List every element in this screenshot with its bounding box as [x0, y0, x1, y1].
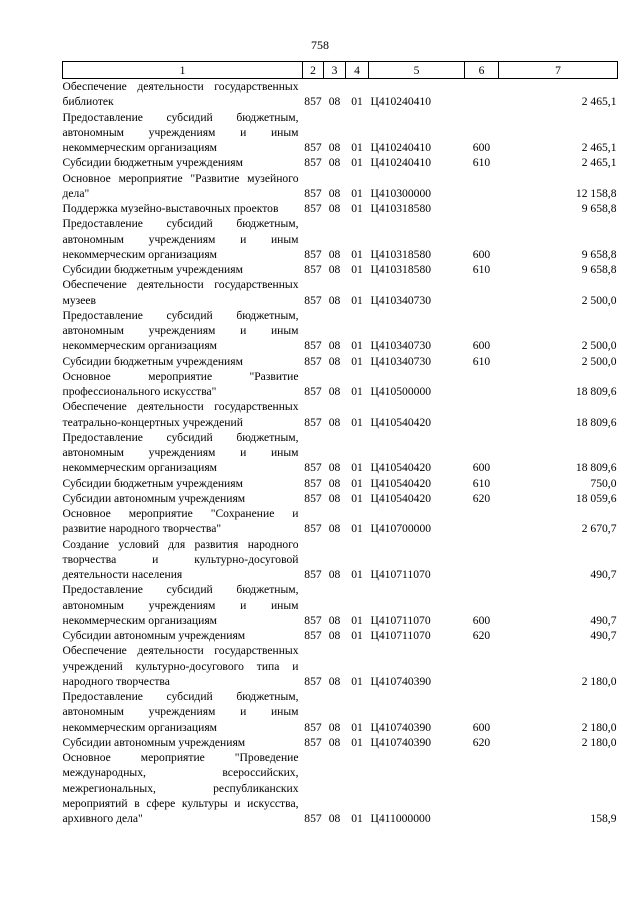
- row-subsection: 01: [351, 461, 363, 475]
- row-section: 08: [328, 476, 341, 490]
- row-section: 08: [328, 720, 341, 734]
- row-section: 08: [328, 415, 341, 429]
- row-section: 08: [328, 293, 341, 307]
- row-expense-type: [465, 399, 499, 430]
- column-header-7: 7: [499, 62, 618, 79]
- row-section: 08: [328, 674, 341, 688]
- row-description: Основное мероприятие "Проведение международных, всероссийских, межрегиональных, республиканских мероприятий в сфере культуры и искусства, архивного дела": [62, 751, 299, 825]
- row-amount: 490,7: [590, 568, 617, 581]
- row-target-article: Ц410700000: [370, 522, 432, 536]
- row-expense-type: 620: [472, 629, 491, 642]
- row-amount: 9 658,8: [581, 247, 617, 261]
- row-target-article: Ц410540420: [370, 415, 432, 429]
- row-target-article: Ц410240410: [370, 141, 432, 154]
- row-amount: 2 500,0: [581, 354, 617, 368]
- row-expense-type: 610: [472, 476, 491, 490]
- row-expense-type: [465, 201, 499, 216]
- table-body: [63, 79, 618, 827]
- row-section: 08: [328, 491, 341, 505]
- row-admin-code: 857: [304, 568, 322, 581]
- header-row: [63, 62, 618, 79]
- row-subsection: 01: [351, 263, 363, 276]
- row-target-article: Ц410711070: [370, 629, 431, 642]
- row-target-article: Ц410711070: [370, 568, 431, 581]
- table-row: [63, 506, 618, 537]
- row-subsection: 01: [351, 202, 363, 215]
- row-expense-type: 610: [472, 263, 491, 276]
- table-row: [63, 201, 618, 216]
- row-expense-type: 620: [472, 491, 491, 505]
- row-amount: 750,0: [590, 476, 617, 490]
- table-header: [63, 62, 618, 79]
- table-row: [63, 430, 618, 476]
- row-description: Предоставление субсидий бюджетным, автономным учреждениям и иным некоммерческим организациям: [62, 110, 299, 154]
- row-admin-code: 857: [304, 156, 322, 170]
- row-expense-type: [465, 79, 499, 110]
- row-section: 08: [328, 156, 341, 170]
- row-section: 08: [328, 568, 341, 581]
- table-row: [63, 110, 618, 156]
- row-expense-type: [465, 537, 499, 583]
- row-description: Создание условий для развития народного творчества и культурно-досуговой деятельности населения: [62, 537, 299, 581]
- row-section: 08: [328, 461, 341, 475]
- row-description: Предоставление субсидий бюджетным, автономным учреждениям и иным некоммерческим организациям: [62, 308, 299, 353]
- row-target-article: Ц410318580: [370, 202, 432, 215]
- row-subsection: 01: [351, 141, 363, 154]
- row-amount: 9 658,8: [581, 202, 617, 215]
- row-subsection: 01: [351, 186, 363, 200]
- row-amount: 18 809,6: [575, 385, 617, 398]
- row-amount: 18 809,6: [575, 461, 617, 475]
- row-subsection: 01: [351, 613, 363, 627]
- row-section: 08: [328, 385, 341, 398]
- row-admin-code: 857: [304, 735, 322, 749]
- row-subsection: 01: [351, 629, 363, 642]
- table-row: [63, 277, 618, 308]
- table-row: [63, 399, 618, 430]
- row-amount: 2 670,7: [581, 522, 617, 536]
- row-admin-code: 857: [304, 339, 322, 353]
- row-expense-type: [465, 369, 499, 400]
- row-target-article: Ц411000000: [370, 812, 431, 825]
- row-section: 08: [328, 247, 341, 261]
- row-description: Обеспечение деятельности государственных библиотек: [62, 80, 299, 109]
- row-expense-type: [465, 750, 499, 826]
- row-expense-type: 620: [472, 735, 491, 749]
- table-row: [63, 643, 618, 689]
- table-row: [63, 308, 618, 354]
- row-admin-code: 857: [304, 613, 322, 627]
- row-amount: 2 465,1: [581, 156, 617, 170]
- row-admin-code: 857: [304, 263, 322, 276]
- row-description: Обеспечение деятельности государственных учреждений культурно-досугового типа и народного творчества: [62, 644, 299, 688]
- row-subsection: 01: [351, 415, 363, 429]
- row-target-article: Ц410340730: [370, 354, 432, 368]
- row-admin-code: 857: [304, 247, 322, 261]
- row-amount: 2 465,1: [581, 141, 617, 154]
- row-admin-code: 857: [304, 720, 322, 734]
- row-section: 08: [328, 339, 341, 353]
- table-row: [63, 689, 618, 735]
- row-subsection: 01: [351, 293, 363, 307]
- row-subsection: 01: [351, 476, 363, 490]
- table-row: [63, 354, 618, 369]
- row-admin-code: 857: [304, 674, 322, 688]
- row-subsection: 01: [351, 385, 363, 398]
- row-amount: 18 809,6: [575, 415, 617, 429]
- row-description: Субсидии бюджетным учреждениям: [62, 476, 243, 490]
- column-header-4: 4: [346, 62, 369, 79]
- row-target-article: Ц410711070: [370, 613, 431, 627]
- row-target-article: Ц410540420: [370, 461, 432, 475]
- row-target-article: Ц410340730: [370, 339, 432, 353]
- row-amount: 2 500,0: [581, 293, 617, 307]
- row-expense-type: [465, 277, 499, 308]
- row-description: Субсидии бюджетным учреждениям: [62, 354, 243, 368]
- row-admin-code: 857: [304, 354, 322, 368]
- row-subsection: 01: [351, 491, 363, 505]
- row-section: 08: [328, 522, 341, 536]
- row-admin-code: 857: [304, 476, 322, 490]
- row-target-article: Ц410300000: [370, 186, 432, 200]
- row-admin-code: 857: [304, 522, 322, 536]
- row-description: Предоставление субсидий бюджетным, автономным учреждениям и иным некоммерческим организациям: [62, 690, 299, 734]
- budget-table: [62, 61, 618, 826]
- column-header-3: 3: [324, 62, 346, 79]
- row-target-article: Ц410500000: [370, 385, 432, 398]
- row-amount: 9 658,8: [581, 263, 617, 276]
- row-amount: 2 500,0: [581, 339, 617, 353]
- table-row: [63, 735, 618, 750]
- row-admin-code: 857: [304, 491, 322, 505]
- row-description: Основное мероприятие "Развитие музейного дела": [62, 171, 299, 200]
- row-target-article: Ц410540420: [370, 491, 432, 505]
- row-subsection: 01: [351, 674, 363, 688]
- table-row: [63, 491, 618, 506]
- row-amount: 2 180,0: [581, 735, 617, 749]
- row-expense-type: [465, 643, 499, 689]
- row-admin-code: 857: [304, 415, 322, 429]
- row-expense-type: 600: [472, 247, 491, 261]
- row-section: 08: [328, 812, 341, 825]
- row-expense-type: [465, 171, 499, 202]
- row-target-article: Ц410240410: [370, 95, 432, 109]
- column-header-1: 1: [63, 62, 303, 79]
- row-target-article: Ц410740390: [370, 720, 432, 734]
- row-description: Обеспечение деятельности государственных театрально-концертных учреждений: [62, 400, 299, 429]
- row-description: Субсидии автономным учреждениям: [62, 491, 246, 505]
- table-row: [63, 476, 618, 491]
- row-admin-code: 857: [304, 461, 322, 475]
- row-section: 08: [328, 95, 341, 109]
- row-subsection: 01: [351, 95, 363, 109]
- row-description: Субсидии автономным учреждениям: [62, 629, 246, 642]
- table-row: [63, 369, 618, 400]
- table-row: [63, 79, 618, 110]
- row-section: 08: [328, 186, 341, 200]
- row-amount: 158,9: [590, 812, 617, 825]
- table-row: [63, 750, 618, 826]
- row-amount: 490,7: [590, 629, 617, 642]
- row-admin-code: 857: [304, 141, 322, 154]
- row-target-article: Ц410540420: [370, 476, 432, 490]
- row-expense-type: 600: [472, 141, 491, 154]
- row-description: Предоставление субсидий бюджетным, автономным учреждениям и иным некоммерческим организациям: [62, 583, 299, 627]
- row-subsection: 01: [351, 735, 363, 749]
- row-target-article: Ц410240410: [370, 156, 432, 170]
- row-target-article: Ц410740390: [370, 674, 432, 688]
- row-target-article: Ц410318580: [370, 247, 432, 261]
- row-admin-code: 857: [304, 385, 322, 398]
- row-subsection: 01: [351, 568, 363, 581]
- row-description: Субсидии бюджетным учреждениям: [62, 263, 243, 276]
- row-expense-type: [465, 506, 499, 537]
- row-amount: 2 180,0: [581, 720, 617, 734]
- row-subsection: 01: [351, 247, 363, 261]
- row-description: Предоставление субсидий бюджетным, автономным учреждениям и иным некоммерческим организациям: [62, 217, 299, 261]
- row-amount: 18 059,6: [575, 491, 617, 505]
- row-admin-code: 857: [304, 186, 322, 200]
- row-expense-type: 600: [472, 461, 491, 475]
- row-description: Основное мероприятие "Сохранение и развитие народного творчества": [62, 507, 299, 536]
- row-description: Предоставление субсидий бюджетным, автономным учреждениям и иным некоммерческим организациям: [62, 430, 299, 475]
- row-target-article: Ц410740390: [370, 735, 432, 749]
- row-amount: 2 180,0: [581, 674, 617, 688]
- row-section: 08: [328, 354, 341, 368]
- row-section: 08: [328, 613, 341, 627]
- row-amount: 490,7: [590, 613, 617, 627]
- row-expense-type: 600: [472, 720, 491, 734]
- page-number: 758: [311, 38, 329, 52]
- row-subsection: 01: [351, 339, 363, 353]
- row-expense-type: 600: [472, 339, 491, 353]
- row-subsection: 01: [351, 156, 363, 170]
- row-section: 08: [328, 202, 341, 215]
- column-header-5: 5: [369, 62, 465, 79]
- table-row: [63, 262, 618, 277]
- table-row: [63, 155, 618, 170]
- table-row: [63, 171, 618, 202]
- row-admin-code: 857: [304, 812, 322, 825]
- row-amount: 2 465,1: [581, 95, 617, 109]
- row-description: Основное мероприятие "Развитие профессионального искусства": [62, 369, 299, 398]
- row-subsection: 01: [351, 354, 363, 368]
- row-description: Субсидии бюджетным учреждениям: [62, 156, 243, 170]
- row-section: 08: [328, 141, 341, 154]
- column-header-6: 6: [465, 62, 499, 79]
- row-admin-code: 857: [304, 95, 322, 109]
- row-admin-code: 857: [304, 629, 322, 642]
- row-subsection: 01: [351, 812, 363, 825]
- row-subsection: 01: [351, 522, 363, 536]
- row-target-article: Ц410318580: [370, 263, 432, 276]
- row-amount: 12 158,8: [575, 186, 617, 200]
- row-admin-code: 857: [304, 293, 322, 307]
- row-section: 08: [328, 735, 341, 749]
- row-section: 08: [328, 629, 341, 642]
- table-row: [63, 628, 618, 643]
- table-row: [63, 582, 618, 628]
- table-row: [63, 537, 618, 583]
- row-subsection: 01: [351, 720, 363, 734]
- table-row: [63, 216, 618, 262]
- row-admin-code: 857: [304, 202, 322, 215]
- row-expense-type: 600: [472, 613, 491, 627]
- row-expense-type: 610: [472, 354, 491, 368]
- row-expense-type: 610: [472, 156, 491, 170]
- row-target-article: Ц410340730: [370, 293, 432, 307]
- row-description: Обеспечение деятельности государственных музеев: [62, 278, 299, 307]
- column-header-2: 2: [303, 62, 324, 79]
- row-description: Субсидии автономным учреждениям: [62, 735, 246, 749]
- row-description: Поддержка музейно-выставочных проектов: [62, 202, 279, 215]
- row-section: 08: [328, 263, 341, 276]
